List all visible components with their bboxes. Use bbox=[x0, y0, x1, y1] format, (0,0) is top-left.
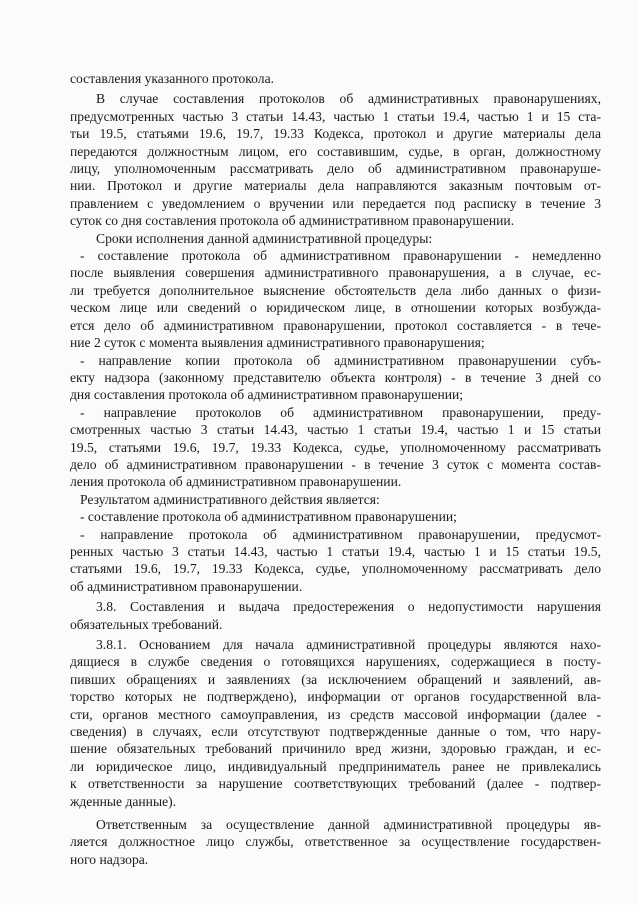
section-heading-line: обязательных требований. bbox=[70, 616, 223, 632]
paragraph-start-line: 3.8.1. Основанием для начала административной процедуры являются нахо- bbox=[96, 637, 601, 652]
text-line: об административном правонарушении. bbox=[70, 578, 303, 594]
text-line: дело об административном правонарушении - в течение 3 суток с момента состав- bbox=[70, 456, 601, 472]
paragraph-start-line: Сроки исполнения данной административной процедуры: bbox=[96, 230, 433, 246]
text-line: правлением с уведомлением о вручении или передается под расписку в течение 3 bbox=[70, 195, 601, 211]
list-item-line: - направление протоколов об административном правонарушении, преду- bbox=[80, 404, 601, 420]
text-line: дящиеся в службе сведения о готовящихся нарушениях, содержащиеся в посту- bbox=[70, 654, 601, 670]
paragraph-start-line: Ответственным за осуществление данной административной процедуры яв- bbox=[96, 817, 601, 833]
section-heading-line: 3.8. Составления и выдача предостережения о недопустимости нарушения bbox=[96, 599, 601, 615]
text-line: ли юридическое лицо, индивидуальный предприниматель ранее не привлекались bbox=[70, 758, 601, 774]
text-line: шение обязательных требований причинило вред жизни, здоровью граждан, и ес- bbox=[70, 741, 601, 757]
text-line: жденные данные). bbox=[70, 793, 177, 809]
text-line: нии. Протокол и другие материалы дела направляются заказным почтовым от- bbox=[70, 178, 601, 194]
list-item-line: - составление протокола об административном правонарушении - немедленно bbox=[80, 248, 601, 264]
text-line: 19.5, статьями 19.6, 19.7, 19.33 Кодекса, судье, уполномоченному рассматривать bbox=[70, 439, 601, 455]
text-line: ренных частью 3 статьи 14.43, частью 1 статьи 19.4, частью 1 и 15 статьи 19.5, bbox=[70, 543, 601, 559]
text-line: пивших обращениях и заявлениях (за исключением обращений и заявлений, ав- bbox=[70, 671, 601, 687]
text-line: составления указанного протокола. bbox=[70, 71, 275, 86]
list-item-line: - составление протокола об административном правонарушении; bbox=[80, 509, 457, 525]
text-line: ли требуется дополнительное выяснение обстоятельств дела либо данных о физи- bbox=[70, 282, 601, 298]
text-line: ного надзора. bbox=[70, 851, 149, 867]
text-line: ется дело об административном правонарушении, протокол составляется - в тече- bbox=[70, 317, 601, 333]
text-line: ляется должностное лицо службы, ответственное за осуществление государствен- bbox=[70, 834, 601, 850]
paragraph-start-line: Результатом административного действия является: bbox=[80, 491, 380, 507]
text-line: ческом лице или сведений о юридическом лице, в отношении которых возбужда- bbox=[70, 300, 601, 316]
text-line: тьи 19.5, статьями 19.6, 19.7, 19.33 Кодекса, протокол и другие материалы дела bbox=[70, 126, 601, 142]
text-line: сти, органов местного самоуправления, из средств массовой информации (далее - bbox=[70, 706, 601, 722]
text-line: екту надзора (законному представителю объекта контроля) - в течение 3 дней со bbox=[70, 369, 601, 385]
text-line: лицу, уполномоченным рассматривать дело об административном правонаруше- bbox=[70, 161, 601, 177]
text-line: после выявления совершения административного правонарушения, а в случае, ес- bbox=[70, 265, 601, 281]
text-line: ние 2 суток с момента выявления административного правонарушения; bbox=[70, 335, 485, 351]
text-line: дня составления протокола об административном правонарушении; bbox=[70, 387, 464, 403]
text-line: торство которых не подтверждено), информации от органов государственной вла- bbox=[70, 689, 601, 705]
text-line: передаются должностным лицом, его составившим, судье, в орган, должностному bbox=[70, 143, 601, 159]
text-line: предусмотренных частью 3 статьи 14.43, частью 1 статьи 19.4, частью 1 и 15 ста- bbox=[70, 108, 601, 124]
text-line: к ответственности за нарушение соответствующих требований (далее - подтвер- bbox=[70, 776, 601, 792]
text-line: суток со дня составления протокола об административном правонарушении. bbox=[70, 213, 515, 229]
text-line: статьями 19.6, 19.7, 19.33 Кодекса, судье, уполномоченному рассматривать дело bbox=[70, 561, 601, 577]
text-line: ления протокола об административном правонарушении. bbox=[70, 474, 402, 490]
text-line: смотренных частью 3 статьи 14.43, частью 1 статьи 19.4, частью 1 и 15 статьи bbox=[70, 422, 601, 438]
text-line: сведения) в случаях, если отсутствуют подтвержденные данные о том, что нару- bbox=[70, 724, 601, 740]
list-item-line: - направление копии протокола об административном правонарушении субъ- bbox=[80, 352, 601, 368]
paragraph-start-line: В случае составления протоколов об административных правонарушениях, bbox=[96, 91, 601, 107]
list-item-line: - направление протокола об административном правонарушении, предусмот- bbox=[80, 526, 601, 542]
